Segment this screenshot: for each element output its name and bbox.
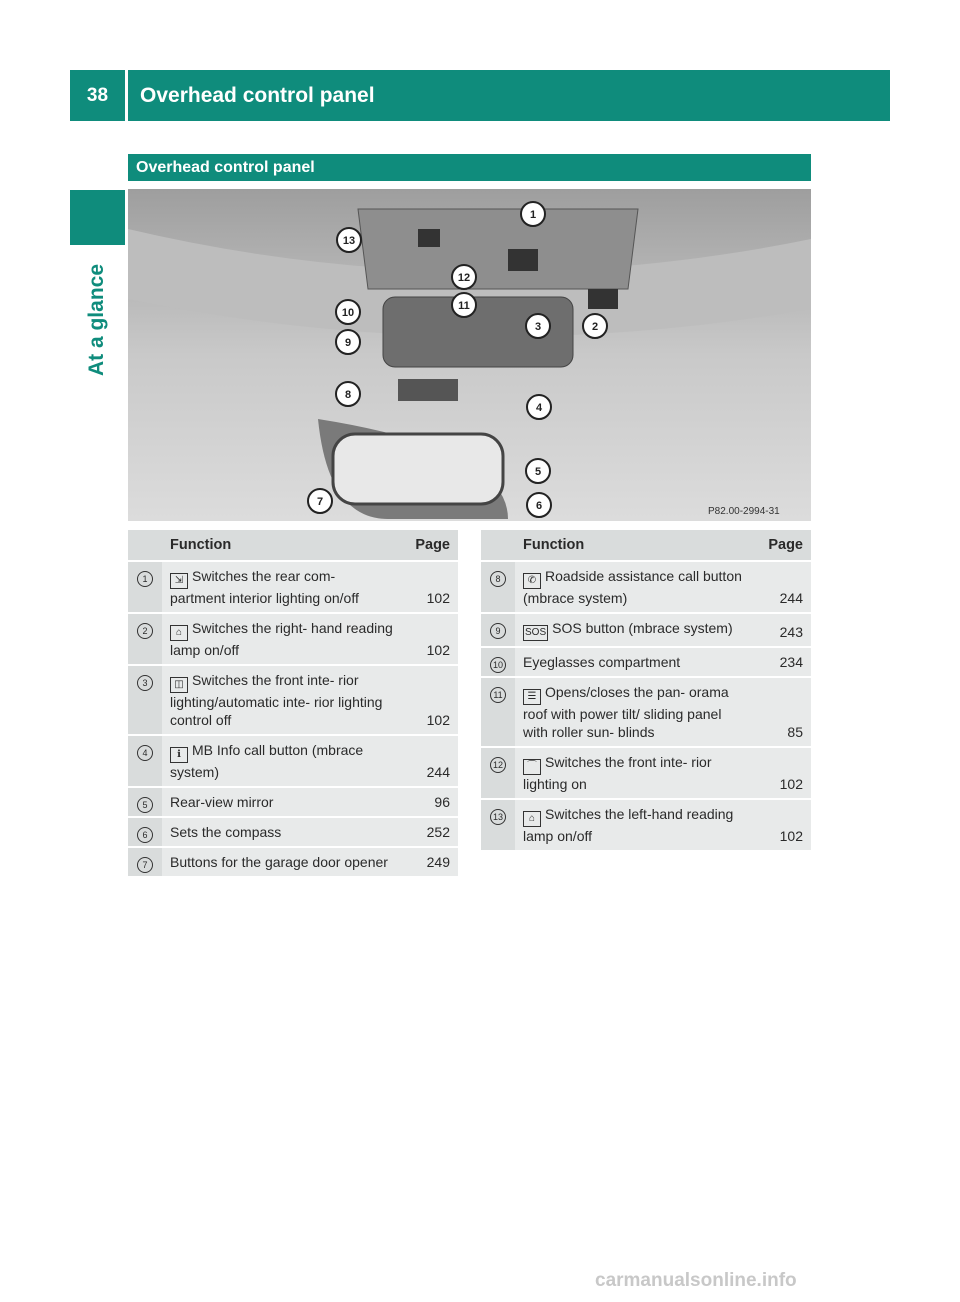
column-header-function: Function xyxy=(162,530,402,560)
column-header-page: Page xyxy=(755,530,811,560)
function-text: Roadside assistance call button (mbrace system) xyxy=(523,568,742,606)
callout-13 xyxy=(337,228,361,252)
svg-text:12: 12 xyxy=(457,272,471,284)
svg-text:11: 11 xyxy=(458,300,470,312)
svg-text:7: 7 xyxy=(316,496,324,508)
table-row xyxy=(481,800,811,850)
svg-text:6: 6 xyxy=(535,500,543,512)
illustration-code: P82.00-2994-31 xyxy=(708,506,780,517)
page-reference: 102 xyxy=(402,614,458,664)
sidebar-label: At a glance xyxy=(85,263,109,377)
page-reference: 243 xyxy=(755,614,811,646)
reading-lamp-icon: ⌂ xyxy=(523,811,541,827)
function-text: Switches the front inte- rior lighting on xyxy=(523,754,712,792)
function-table-left xyxy=(128,528,458,878)
reading-lamp-icon: ⌂ xyxy=(170,625,188,641)
rear-lamp-icon: ⇲ xyxy=(170,573,188,589)
table-row xyxy=(128,818,458,846)
info-call-icon: ℹ xyxy=(170,747,188,763)
function-table-right xyxy=(481,528,811,852)
table-row xyxy=(481,614,811,646)
page-reference: 102 xyxy=(755,748,811,798)
table-row xyxy=(128,736,458,786)
section-title: Overhead control panel xyxy=(128,154,811,181)
page-reference: 244 xyxy=(402,736,458,786)
table-row xyxy=(481,748,811,798)
page-header-title: Overhead control panel xyxy=(128,70,890,121)
svg-text:10: 10 xyxy=(341,307,355,319)
svg-text:1: 1 xyxy=(529,209,537,221)
page-reference: 249 xyxy=(402,848,458,876)
function-text: Sets the compass xyxy=(170,824,282,840)
svg-text:4: 4 xyxy=(535,402,543,414)
table-row xyxy=(481,562,811,612)
callout-2 xyxy=(583,314,607,338)
row-number: 13 xyxy=(490,809,506,825)
page-reference: 102 xyxy=(755,800,811,850)
function-text: Rear-view mirror xyxy=(170,794,274,810)
table-row xyxy=(481,678,811,746)
callout-9 xyxy=(336,330,360,354)
svg-text:3: 3 xyxy=(534,321,542,333)
page-reference: 102 xyxy=(402,562,458,612)
page-reference: 85 xyxy=(755,678,811,746)
column-header-function: Function xyxy=(515,530,755,560)
row-number: 3 xyxy=(137,675,153,691)
row-number: 4 xyxy=(137,745,153,761)
roadside-call-icon: ✆ xyxy=(523,573,541,589)
watermark: carmanualsonline.info xyxy=(595,1270,797,1291)
function-text: Opens/closes the pan- orama roof with power tilt/ sliding panel with roller sun- blinds xyxy=(523,684,729,740)
page-reference: 244 xyxy=(755,562,811,612)
function-text: Switches the right- hand reading lamp on/off xyxy=(170,620,393,658)
callout-5 xyxy=(526,459,550,483)
table-row xyxy=(481,648,811,676)
page-reference: 234 xyxy=(755,648,811,676)
row-number: 7 xyxy=(137,857,153,873)
row-number: 1 xyxy=(137,571,153,587)
function-text: Eyeglasses compartment xyxy=(523,654,681,670)
table-row xyxy=(128,666,458,734)
sos-icon: SOS xyxy=(523,625,548,641)
row-number: 9 xyxy=(490,623,506,639)
svg-text:13: 13 xyxy=(342,235,356,247)
page-reference: 96 xyxy=(402,788,458,816)
callout-10 xyxy=(336,300,360,324)
function-text: SOS button (mbrace system) xyxy=(552,620,733,636)
column-header-page: Page xyxy=(402,530,458,560)
function-text: Switches the front inte- rior lighting/automatic inte- rior lighting control off xyxy=(170,672,383,728)
callout-4 xyxy=(527,395,551,419)
overhead-panel-illustration xyxy=(128,189,811,521)
svg-text:5: 5 xyxy=(534,466,542,478)
callout-12 xyxy=(452,265,476,289)
page-number: 38 xyxy=(70,70,125,121)
sunroof-icon: ☰ xyxy=(523,689,541,705)
row-number: 12 xyxy=(490,757,506,773)
svg-text:9: 9 xyxy=(344,337,352,349)
svg-text:8: 8 xyxy=(344,389,352,401)
function-text: Switches the left-hand reading lamp on/off xyxy=(523,806,734,844)
page-reference: 252 xyxy=(402,818,458,846)
interior-off-icon: ◫ xyxy=(170,677,188,693)
row-number: 5 xyxy=(137,797,153,813)
svg-text:2: 2 xyxy=(591,321,599,333)
callout-11 xyxy=(452,293,476,317)
row-number: 10 xyxy=(490,657,506,673)
table-row xyxy=(128,848,458,876)
function-text: MB Info call button (mbrace system) xyxy=(170,742,364,780)
sidebar-marker xyxy=(70,190,125,245)
page-reference: 102 xyxy=(402,666,458,734)
callout-8 xyxy=(336,382,360,406)
table-row xyxy=(128,788,458,816)
row-number: 11 xyxy=(490,687,506,703)
row-number: 8 xyxy=(490,571,506,587)
function-text: Switches the rear com- partment interior lighting on/off xyxy=(170,568,359,606)
row-number: 2 xyxy=(137,623,153,639)
table-row xyxy=(128,562,458,612)
callout-3 xyxy=(526,314,550,338)
front-lamp-on-icon: ⌒ xyxy=(523,759,541,775)
row-number: 6 xyxy=(137,827,153,843)
callout-1 xyxy=(521,202,545,226)
table-row xyxy=(128,614,458,664)
function-text: Buttons for the garage door opener xyxy=(170,854,388,870)
callout-7 xyxy=(308,489,332,513)
callout-6 xyxy=(527,493,551,517)
